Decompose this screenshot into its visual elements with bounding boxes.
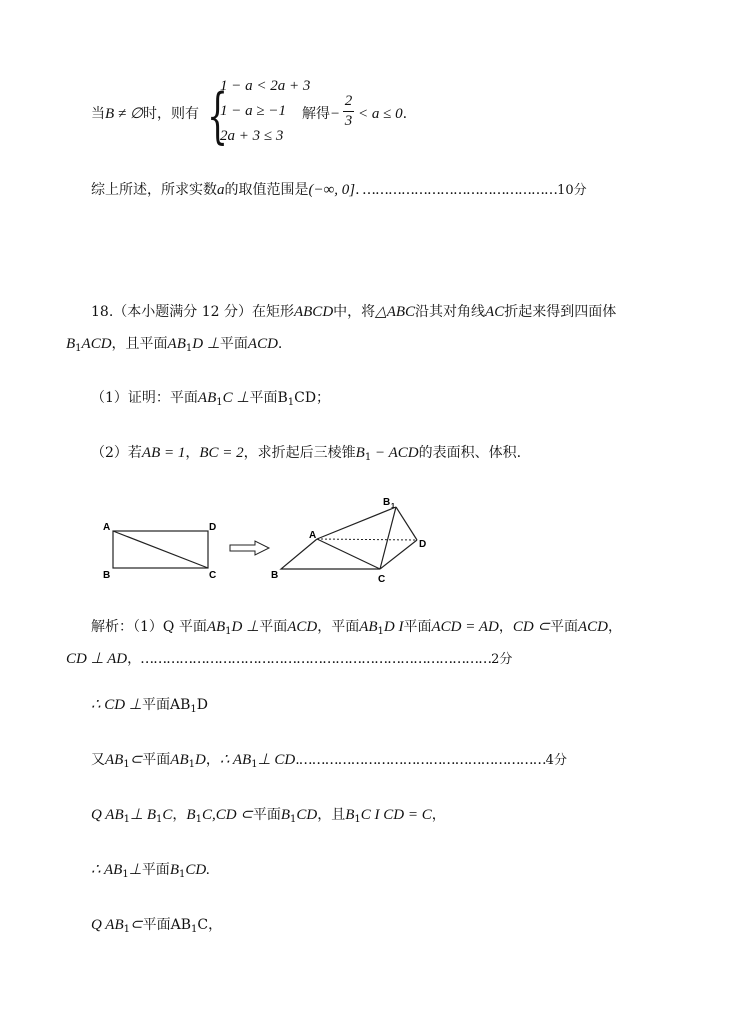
sol-intro: 解析：（1）Q 平面 <box>91 619 207 635</box>
label-a: A <box>103 522 111 533</box>
score-10: 10分 <box>557 183 587 198</box>
tetrahedron-b1acd <box>271 497 426 584</box>
fraction-two-thirds <box>343 93 354 130</box>
m: AB <box>105 752 124 768</box>
question-head: （本小题满分 12 分）在矩形 <box>113 304 294 320</box>
diagonal-ac-line <box>113 531 208 568</box>
inequality-1: 1 − a < 2a + 3 <box>220 78 311 94</box>
sub-1: 1 <box>188 759 195 770</box>
sub-1: 1 <box>190 704 197 715</box>
m: ∴ AB <box>91 862 123 878</box>
arrow-icon <box>230 541 269 555</box>
m: ACD = AD <box>431 619 499 635</box>
label-d: D <box>419 539 427 550</box>
solution-range <box>358 104 407 124</box>
part-1 <box>91 388 330 413</box>
edge-a-c <box>317 539 380 569</box>
m: ⊥ <box>128 862 142 878</box>
inequality-2: 1 − a ≥ −1 <box>220 103 286 119</box>
sub-1: 1 <box>251 759 258 770</box>
m: ∴ CD ⊥ <box>91 697 142 713</box>
text-along: 沿其对角线 <box>415 304 486 320</box>
sub-1: 1 <box>290 814 297 825</box>
rect-abcd: ABCD <box>293 304 334 320</box>
part2-text: ，求折起后三棱锥 <box>243 445 356 461</box>
m: B <box>280 807 291 823</box>
rectangle-abcd <box>103 522 216 581</box>
m: ∴ AB <box>219 752 252 768</box>
m: D ⊥ <box>231 619 260 635</box>
sub-1: 1 <box>216 397 223 408</box>
tetra-b: B <box>66 336 76 352</box>
label-b1: B <box>383 497 391 508</box>
t: 平面 <box>259 619 288 635</box>
pyramid-b: B <box>355 445 365 461</box>
given-bc: BC = 2 <box>199 445 244 461</box>
sub-1: 1 <box>156 814 163 825</box>
solution-line-6 <box>91 860 210 885</box>
sub-1: 1 <box>377 626 384 637</box>
plane-b: 平面B <box>249 390 288 406</box>
sub-1: 1 <box>123 814 131 825</box>
sub-1: 1 <box>123 924 131 935</box>
m: D I <box>383 619 404 635</box>
part2-tail: 的表面积、体积. <box>418 445 522 461</box>
comma: ， <box>185 445 200 461</box>
question-number: 18. <box>91 304 114 320</box>
m: ⊥ CD <box>257 752 296 768</box>
fraction-bar <box>343 111 354 112</box>
m: CD <box>296 807 318 823</box>
label-c: C <box>209 570 217 581</box>
period: . <box>277 336 283 352</box>
sub-1: 1 <box>75 343 82 354</box>
solution-line-3 <box>91 695 208 720</box>
solution-line-7 <box>91 915 222 940</box>
period: . <box>402 106 408 122</box>
sub-1: 1 <box>191 924 198 935</box>
leader-dots: ，……………………………………………………………………… <box>127 651 492 667</box>
plane-d-perp: D ⊥ <box>192 336 220 352</box>
part-2 <box>91 443 521 468</box>
m: Q AB <box>91 807 124 823</box>
pyramid-acd: − ACD <box>371 445 419 461</box>
text-and-plane: ，且平面 <box>111 336 168 352</box>
score-2: 2分 <box>491 652 513 667</box>
text-plane: 平面 <box>219 336 248 352</box>
folding-diagram <box>95 492 445 584</box>
solution-line-4 <box>91 750 567 775</box>
sub-1: 1 <box>354 814 361 825</box>
q18-line-2 <box>66 334 282 359</box>
label-b1-sub: 1 <box>391 503 395 510</box>
m: ACD <box>287 619 318 635</box>
t: D <box>196 697 208 713</box>
leader-dots: .………………………………………………… <box>295 752 546 768</box>
math-c-perp: C ⊥ <box>222 390 250 406</box>
t: 平面 <box>252 807 281 823</box>
t: ，平面 <box>317 619 360 635</box>
t: 平面 <box>403 619 432 635</box>
range-value: (−∞, 0] <box>308 182 356 198</box>
m: B <box>345 807 355 823</box>
text-in: 中，将 <box>333 304 376 320</box>
label-c: C <box>378 574 386 584</box>
math-cd: CD； <box>294 390 331 406</box>
m: CD. <box>185 862 210 878</box>
m: AB <box>206 619 226 635</box>
variable-a: a <box>217 182 225 198</box>
t: ， <box>172 807 187 823</box>
fraction-numerator: 2 <box>344 93 353 109</box>
plane-ab: AB <box>167 336 186 352</box>
t: 平面AB <box>141 697 191 713</box>
inequality-3: 2a + 3 ≤ 3 <box>220 128 284 144</box>
edge-c-d <box>380 540 417 569</box>
m: AB <box>359 619 378 635</box>
label-b: B <box>103 570 111 581</box>
triangle-abc: △ABC <box>375 304 416 320</box>
label-d: D <box>209 522 217 533</box>
condition-b-nonempty: B ≠ ∅ <box>105 106 143 122</box>
leader-dots: . ……………………………………… <box>355 182 558 198</box>
edge-b1-c <box>380 507 396 569</box>
given-ab: AB = 1 <box>141 445 186 461</box>
sub-1: 1 <box>185 343 193 354</box>
conclusion-line <box>91 180 587 201</box>
m: ACD <box>578 619 608 635</box>
sub-1: 1 <box>178 869 186 880</box>
t: 平面 <box>141 862 170 878</box>
label-b: B <box>271 570 279 581</box>
score-4: 4分 <box>545 753 567 768</box>
sub-1: 1 <box>364 452 372 463</box>
t: 平面 <box>550 619 578 635</box>
m: C I CD = C <box>360 807 432 823</box>
sub-1: 1 <box>287 397 295 408</box>
math-ab: AB <box>197 390 217 406</box>
m: Q AB <box>91 917 124 933</box>
tetra-acd: ACD <box>81 336 112 352</box>
minus-sign: − <box>330 106 341 122</box>
sub-1: 1 <box>225 626 232 637</box>
edge-a-d-hidden <box>317 539 417 540</box>
m: AB <box>170 752 189 768</box>
t: ，且 <box>317 807 346 823</box>
m: B <box>169 862 179 878</box>
t: 平面AB <box>142 917 191 933</box>
t: ， <box>205 752 220 768</box>
conclusion-text-2: 的取值范围是 <box>224 182 309 198</box>
m: ⊂ <box>130 917 143 933</box>
case-line <box>91 104 199 124</box>
conclusion-text: 综上所述，所求实数 <box>91 182 217 198</box>
fraction-denominator: 3 <box>344 113 353 129</box>
diagonal-ac: AC <box>485 304 505 320</box>
solution-line-2 <box>66 649 512 670</box>
m: C,CD ⊂ <box>201 807 253 823</box>
inequality-tail: < a ≤ 0 <box>358 106 403 122</box>
sub-1: 1 <box>123 759 130 770</box>
solution-line-1 <box>91 617 622 642</box>
triangle-base <box>281 539 380 569</box>
t: 又 <box>91 752 105 768</box>
label-a: A <box>309 530 317 541</box>
t: C， <box>197 917 223 933</box>
text-then: 时，则有 <box>142 106 199 122</box>
edge-a-b1 <box>317 507 396 539</box>
solution-line-5 <box>91 805 446 830</box>
plane-acd: ACD <box>247 336 278 352</box>
part1-label: （1）证明：平面 <box>91 390 198 406</box>
m: C <box>162 807 173 823</box>
m: D <box>194 752 206 768</box>
t: ， <box>498 619 513 635</box>
part2-label: （2）若 <box>91 445 142 461</box>
system-brace: { <box>207 81 229 151</box>
t: 平面 <box>142 752 171 768</box>
sub-1: 1 <box>195 814 202 825</box>
text-solve: 解得 <box>302 106 330 122</box>
m: CD ⊥ AD <box>66 651 128 667</box>
t: ， <box>431 807 446 823</box>
solve-text <box>302 104 340 124</box>
edge-b1-d <box>396 507 417 540</box>
m: ⊂ <box>129 752 143 768</box>
m: CD ⊂ <box>512 619 550 635</box>
sub-1: 1 <box>122 869 129 880</box>
text-fold: 折起来得到四面体 <box>504 304 617 320</box>
m: B <box>186 807 196 823</box>
text-when: 当 <box>91 106 105 122</box>
m: ⊥ B <box>130 807 156 823</box>
t: ， <box>608 619 622 635</box>
q18-line-1 <box>91 302 616 322</box>
